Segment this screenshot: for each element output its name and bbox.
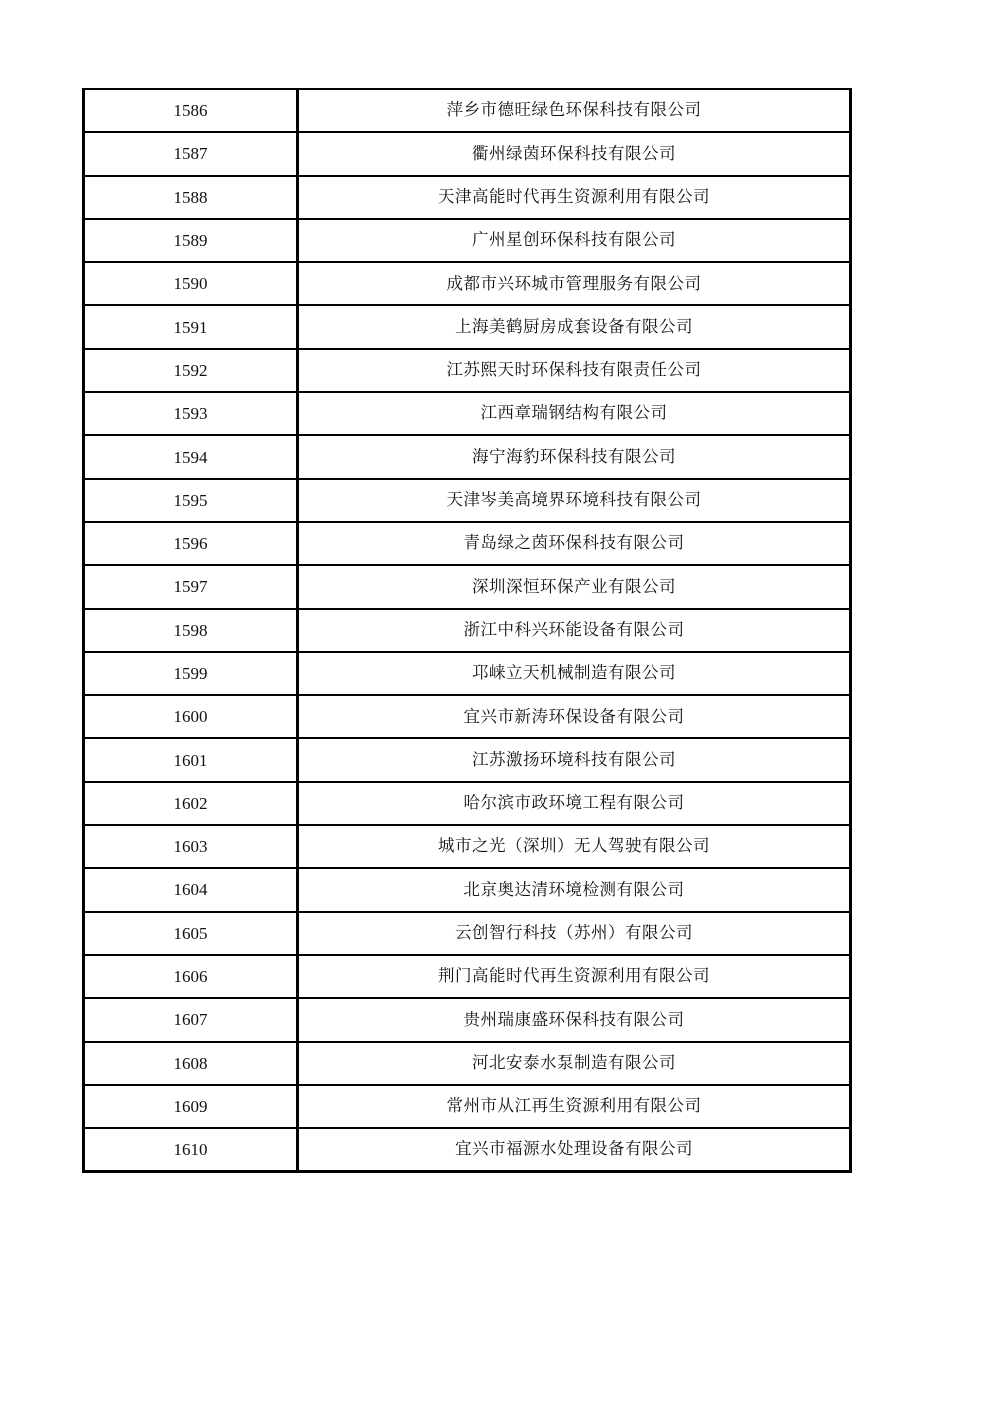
row-number: 1603 <box>84 825 298 868</box>
table-row <box>84 132 851 175</box>
row-number: 1604 <box>84 868 298 911</box>
company-list-table <box>82 88 852 1173</box>
company-list-body <box>84 89 851 1171</box>
table-row <box>84 695 851 738</box>
table-row <box>84 825 851 868</box>
table-row <box>84 522 851 565</box>
company-name: 常州市从江再生资源利用有限公司 <box>298 1085 851 1128</box>
company-name: 荆门高能时代再生资源利用有限公司 <box>298 955 851 998</box>
table-row <box>84 565 851 608</box>
company-name: 成都市兴环城市管理服务有限公司 <box>298 262 851 305</box>
table-row <box>84 652 851 695</box>
row-number: 1608 <box>84 1042 298 1085</box>
row-number: 1589 <box>84 219 298 262</box>
row-number: 1590 <box>84 262 298 305</box>
company-name: 天津高能时代再生资源利用有限公司 <box>298 176 851 219</box>
row-number: 1588 <box>84 176 298 219</box>
company-name: 浙江中科兴环能设备有限公司 <box>298 609 851 652</box>
company-name: 上海美鹤厨房成套设备有限公司 <box>298 305 851 348</box>
company-name: 江苏激扬环境科技有限公司 <box>298 738 851 781</box>
company-name: 河北安泰水泵制造有限公司 <box>298 1042 851 1085</box>
company-name: 城市之光（深圳）无人驾驶有限公司 <box>298 825 851 868</box>
company-name: 衢州绿茵环保科技有限公司 <box>298 132 851 175</box>
row-number: 1598 <box>84 609 298 652</box>
company-name: 广州星创环保科技有限公司 <box>298 219 851 262</box>
company-name: 江西章瑞钢结构有限公司 <box>298 392 851 435</box>
table-row <box>84 349 851 392</box>
row-number: 1596 <box>84 522 298 565</box>
row-number: 1600 <box>84 695 298 738</box>
table-row <box>84 955 851 998</box>
row-number: 1605 <box>84 912 298 955</box>
table-row <box>84 1042 851 1085</box>
company-name: 天津岑美高境界环境科技有限公司 <box>298 479 851 522</box>
company-name: 哈尔滨市政环境工程有限公司 <box>298 782 851 825</box>
row-number: 1587 <box>84 132 298 175</box>
table-row <box>84 1128 851 1171</box>
table-row <box>84 609 851 652</box>
row-number: 1602 <box>84 782 298 825</box>
table-row <box>84 998 851 1041</box>
table-row <box>84 868 851 911</box>
row-number: 1594 <box>84 435 298 478</box>
table-row <box>84 176 851 219</box>
row-number: 1610 <box>84 1128 298 1171</box>
row-number: 1586 <box>84 89 298 132</box>
row-number: 1593 <box>84 392 298 435</box>
table-row <box>84 305 851 348</box>
table-row <box>84 262 851 305</box>
table-row <box>84 782 851 825</box>
company-name: 宜兴市福源水处理设备有限公司 <box>298 1128 851 1171</box>
company-name: 云创智行科技（苏州）有限公司 <box>298 912 851 955</box>
table-row <box>84 219 851 262</box>
company-name: 海宁海豹环保科技有限公司 <box>298 435 851 478</box>
table-row <box>84 435 851 478</box>
row-number: 1609 <box>84 1085 298 1128</box>
table-row <box>84 738 851 781</box>
company-name: 深圳深恒环保产业有限公司 <box>298 565 851 608</box>
company-name: 萍乡市德旺绿色环保科技有限公司 <box>298 89 851 132</box>
row-number: 1595 <box>84 479 298 522</box>
company-name: 北京奥达清环境检测有限公司 <box>298 868 851 911</box>
company-name: 邛崃立天机械制造有限公司 <box>298 652 851 695</box>
row-number: 1592 <box>84 349 298 392</box>
company-name: 青岛绿之茵环保科技有限公司 <box>298 522 851 565</box>
table-row <box>84 479 851 522</box>
company-name: 贵州瑞康盛环保科技有限公司 <box>298 998 851 1041</box>
row-number: 1597 <box>84 565 298 608</box>
row-number: 1607 <box>84 998 298 1041</box>
company-name: 江苏熙天时环保科技有限责任公司 <box>298 349 851 392</box>
table-row <box>84 392 851 435</box>
row-number: 1601 <box>84 738 298 781</box>
table-row <box>84 89 851 132</box>
table-row <box>84 1085 851 1128</box>
row-number: 1606 <box>84 955 298 998</box>
company-name: 宜兴市新涛环保设备有限公司 <box>298 695 851 738</box>
row-number: 1591 <box>84 305 298 348</box>
table-row <box>84 912 851 955</box>
row-number: 1599 <box>84 652 298 695</box>
